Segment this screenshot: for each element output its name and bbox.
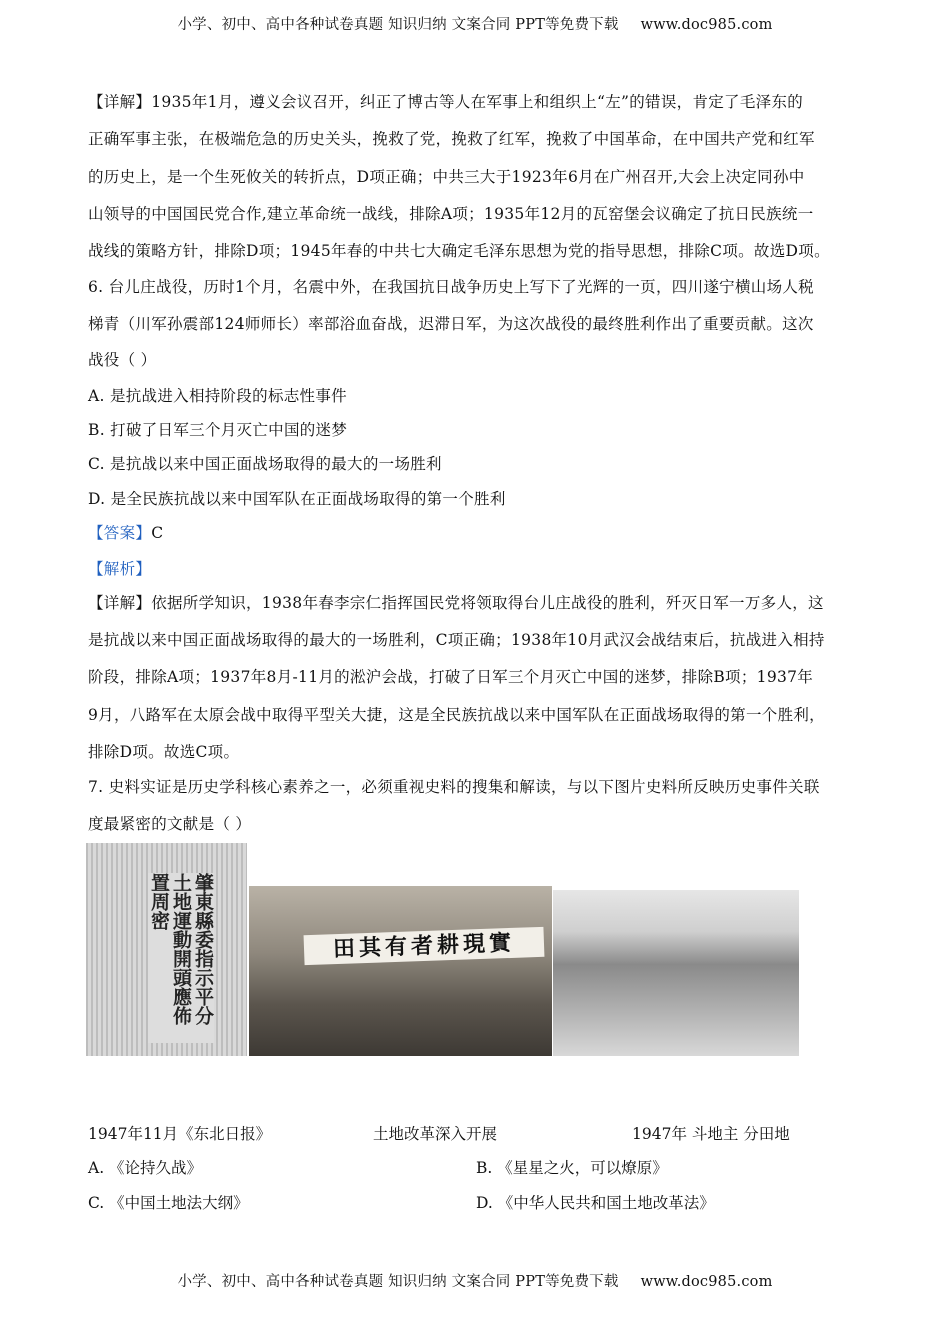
q5-explain-line: 山领导的中国国民党合作,建立革命统一战线，排除A项；1935年12月的瓦窑堡会议确定了抗日民族统一	[88, 205, 814, 223]
q7-stem-line: 度最紧密的文献是（ ）	[88, 815, 252, 833]
q5-explain-line: 正确军事主张，在极端危急的历史关头，挽救了党，挽救了红军，挽救了中国革命，在中国共产党和红军	[88, 130, 815, 148]
answer-value: C	[151, 524, 164, 542]
q6-explain-line: 【详解】依据所学知识，1938年春李宗仁指挥国民党将领取得台儿庄战役的胜利，歼灭日军一万多人，这	[88, 594, 824, 612]
q7-option-a: A. 《论持久战》	[88, 1159, 203, 1177]
caption-3: 1947年 斗地主 分田地	[632, 1125, 790, 1143]
q6-analysis-label: 【解析】	[88, 560, 152, 578]
header-site: www.doc985.com	[640, 17, 773, 33]
header-text: 小学、初中、高中各种试卷真题 知识归纳 文案合同 PPT等免费下载	[177, 17, 619, 33]
q7-stem-line: 7. 史料实证是历史学科核心素养之一，必须重视史料的搜集和解读，与以下图片史料所反映历史事件关联	[88, 778, 820, 796]
q6-explain-line: 9月，八路军在太原会战中取得平型关大捷，这是全民族抗战以来中国军队在正面战场取得的第一个胜利，	[88, 706, 825, 724]
q6-answer	[88, 521, 163, 543]
land-reform-rally-photo	[249, 886, 552, 1056]
q5-explain-line: 的历史上，是一个生死攸关的转折点，D项正确；中共三大于1923年6月在广州召开,大会上决定同孙中	[88, 168, 805, 186]
footer-text: 小学、初中、高中各种试卷真题 知识归纳 文案合同 PPT等免费下载	[177, 1274, 619, 1290]
q6-option-c: C. 是抗战以来中国正面战场取得的最大的一场胜利	[88, 455, 442, 473]
q6-option-b: B. 打破了日军三个月灭亡中国的迷梦	[88, 421, 348, 439]
q6-explain-line: 排除D项。故选C项。	[88, 743, 240, 761]
q6-stem-line: 梯青（川军孙震部124师师长）率部浴血奋战，迟滞日军，为这次战役的最终胜利作出了重要贡献。这次	[88, 315, 814, 333]
landlord-struggle-photo	[553, 890, 799, 1056]
q6-stem-line: 战役（ ）	[88, 351, 157, 369]
q7-option-c: C. 《中国土地法大纲》	[88, 1194, 249, 1212]
q6-stem-line: 6. 台儿庄战役，历时1个月，名震中外，在我国抗日战争历史上写下了光辉的一页，四川遂宁横山场人税	[88, 278, 814, 296]
q6-explain-line: 阶段，排除A项；1937年8月-11月的淞沪会战，打破了日军三个月灭亡中国的迷梦，排除B项；1937年	[88, 668, 814, 686]
q6-option-d: D. 是全民族抗战以来中国军队在正面战场取得的第一个胜利	[88, 490, 506, 508]
q5-explain-line: 【详解】1935年1月，遵义会议召开，纠正了博古等人在军事上和组织上“左”的错误，肯定了毛泽东的	[88, 93, 804, 111]
q6-option-a: A. 是抗战进入相持阶段的标志性事件	[88, 387, 347, 405]
caption-1: 1947年11月《东北日报》	[88, 1125, 272, 1143]
footer-site: www.doc985.com	[640, 1274, 773, 1290]
answer-label: 【答案】	[88, 524, 152, 542]
rally-banner: 田其有者耕現實	[304, 927, 545, 965]
q6-explain-line: 是抗战以来中国正面战场取得的最大的一场胜利，C项正确；1938年10月武汉会战结束后，抗战进入相持	[88, 631, 825, 649]
q5-explain-line: 战线的策略方针，排除D项；1945年春的中共七大确定毛泽东思想为党的指导思想，排除C项。故选D项。	[88, 242, 830, 260]
q7-option-b: B. 《星星之火，可以燎原》	[476, 1159, 668, 1177]
q7-option-d: D. 《中华人民共和国土地改革法》	[476, 1194, 715, 1212]
page-footer	[0, 1270, 950, 1291]
caption-2: 土地改革深入开展	[373, 1125, 498, 1143]
page-header	[0, 13, 950, 34]
newspaper-headline: 肇東縣委指示平分土地運動開頭應佈置周密	[148, 873, 214, 1043]
newspaper-image	[86, 843, 247, 1056]
